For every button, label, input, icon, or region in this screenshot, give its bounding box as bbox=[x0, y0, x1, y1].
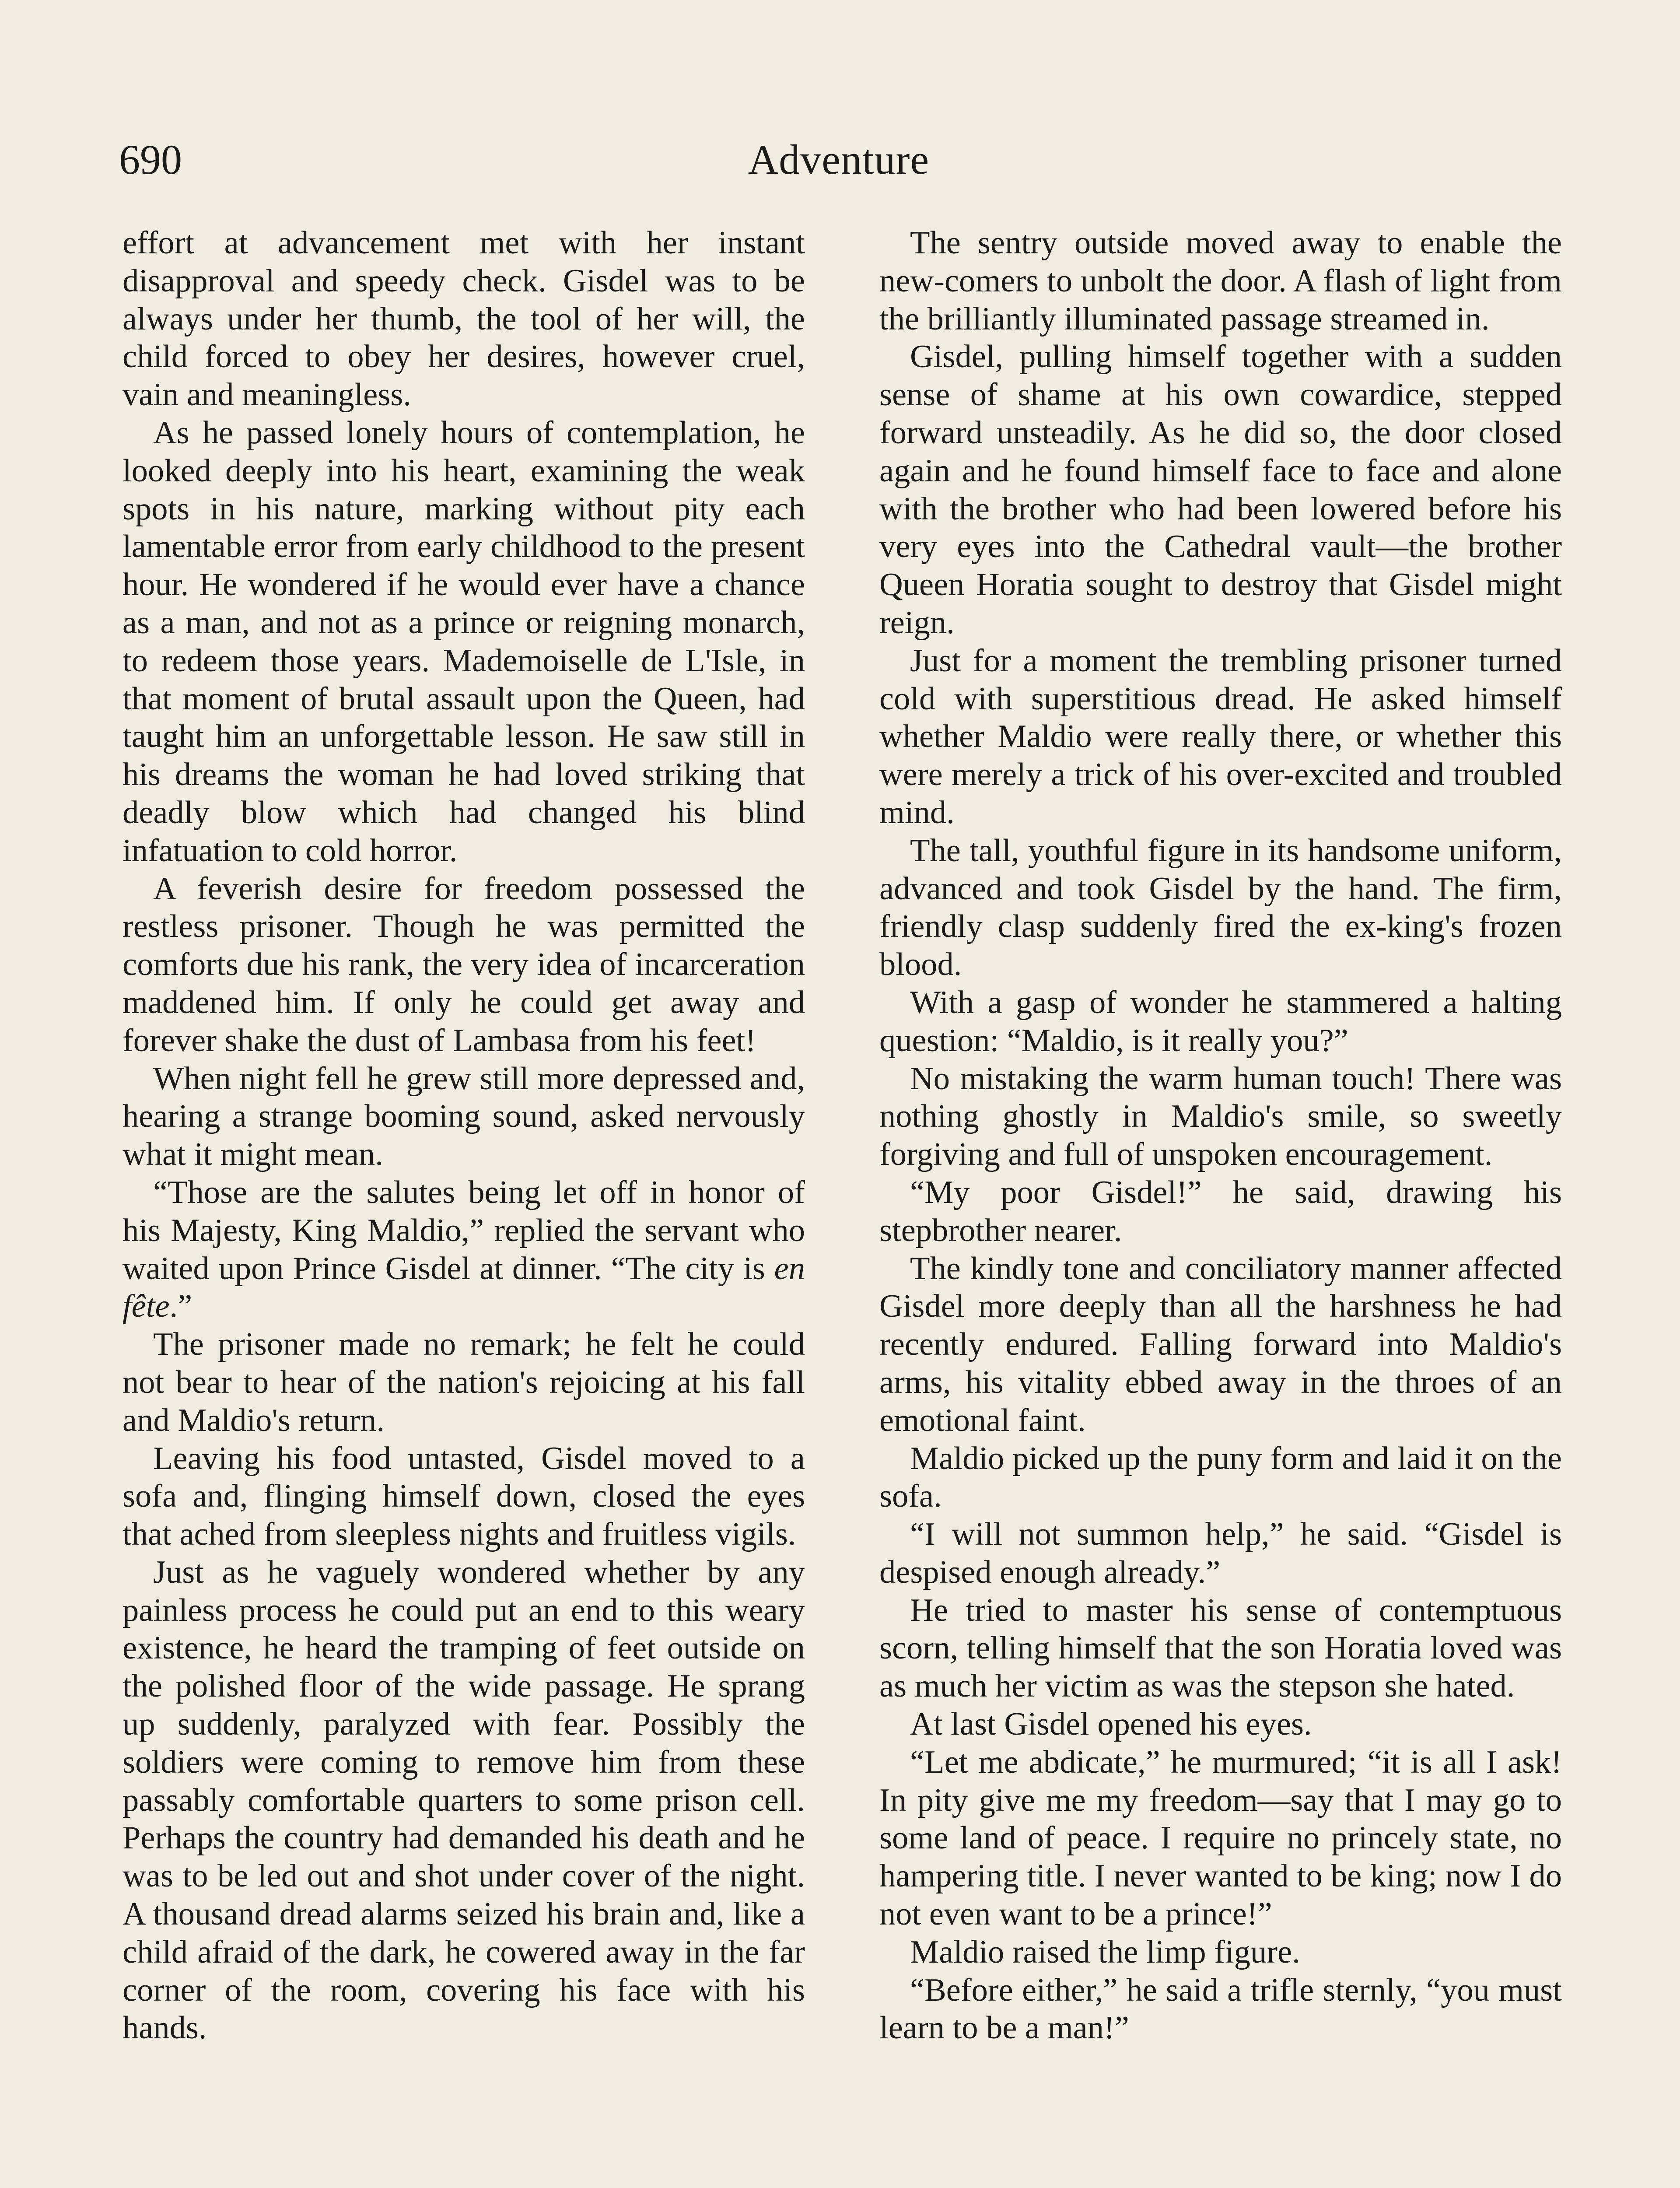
paragraph: He tried to master his sense of contemptuous scorn, telling himself that the son Horatia loved was as much her victim as was the stepson she hated. bbox=[879, 1592, 1562, 1704]
paragraph: The prisoner made no remark; he felt he could not bear to hear of the nation's rejoicing at his fall and Maldio's return. bbox=[122, 1326, 805, 1438]
left-column bbox=[122, 224, 805, 2047]
paragraph: The sentry outside moved away to enable the new-comers to unbolt the door. A flash of light from the brilliantly illuminated passage streamed in. bbox=[879, 225, 1562, 337]
right-column bbox=[879, 224, 1562, 2047]
paragraph: Maldio raised the limp figure. bbox=[910, 1934, 1300, 1970]
paragraph: Leaving his food untasted, Gisdel moved to a sofa and, flinging himself down, closed the eyes that ached from sleepless nights and fruitless vigils. bbox=[122, 1440, 805, 1553]
paragraph: “Before either,” he said a trifle sternly, “you must learn to be a man!” bbox=[879, 1972, 1562, 2046]
paragraph: effort at advancement met with her instant disapproval and speedy check. Gisdel was to be always under her thumb, the tool of her will, the child forced to obey her desires, however cruel, vain and meaningless. bbox=[122, 225, 805, 413]
paragraph: No mistaking the warm human touch! There was nothing ghostly in Maldio's smile, so sweetly forgiving and full of unspoken encouragement. bbox=[879, 1060, 1562, 1173]
italic-phrase: en fête bbox=[122, 1250, 805, 1325]
paragraph: “My poor Gisdel!” he said, drawing his stepbrother nearer. bbox=[879, 1174, 1562, 1248]
paragraph: When night fell he grew still more depressed and, hearing a strange booming sound, asked nervously what it might mean. bbox=[122, 1060, 805, 1173]
paragraph: The tall, youthful figure in its handsome uniform, advanced and took Gisdel by the hand. The firm, friendly clasp suddenly fired the ex-king's frozen blood. bbox=[879, 832, 1562, 983]
paragraph: Maldio picked up the puny form and laid it on the sofa. bbox=[879, 1440, 1562, 1515]
paragraph: The kindly tone and conciliatory manner affected Gisdel more deeply than all the harshness he had recently endured. Falling forward into Maldio's arms, his vitality ebbed away in the throes of an emotional faint. bbox=[879, 1250, 1562, 1438]
page-number: 690 bbox=[119, 136, 182, 183]
paragraph: With a gasp of wonder he stammered a halting question: “Maldio, is it really you?” bbox=[879, 984, 1562, 1059]
paragraph: “Let me abdicate,” he murmured; “it is all I ask! In pity give me my freedom—say that I may go to some land of peace. I require no princely state, no hampering title. I never wanted to be king; now I do not even want to be a prince!” bbox=[879, 1744, 1562, 1932]
paragraph: As he passed lonely hours of contemplation, he looked deeply into his heart, examining the weak spots in his nature, marking without pity each lamentable error from early childhood to the present hour. He wondered if he would ever have a chance as a man, and not as a prince or reigning monarch, to redeem those years. Mademoiselle de L'Isle, in that moment of brutal assault upon the Queen, had taught him an unforgettable lesson. He saw still in his dreams the woman he had loved striking that deadly blow which had changed his blind infatuation to cold horror. bbox=[122, 414, 805, 869]
paragraph: “Those are the salutes being let off in honor of his Majesty, King Maldio,” replied the servant who waited upon Prince Gisdel at dinner. “The city is en fête.” bbox=[122, 1174, 805, 1325]
paragraph: Gisdel, pulling himself together with a sudden sense of shame at his own cowardice, stepped forward unsteadily. As he did so, the door closed again and he found himself face to face and alone with the brother who had been lowered before his very eyes into the Cathedral vault—the brother Queen Horatia sought to destroy that Gisdel might reign. bbox=[879, 339, 1562, 641]
paragraph: “I will not summon help,” he said. “Gisdel is despised enough already.” bbox=[879, 1516, 1562, 1590]
paragraph: At last Gisdel opened his eyes. bbox=[910, 1706, 1312, 1743]
page-header bbox=[119, 127, 1558, 193]
running-head: Adventure bbox=[748, 136, 930, 183]
paragraph: A feverish desire for freedom possessed the restless prisoner. Though he was permitted the comforts due his rank, the very idea of incarceration maddened him. If only he could get away and forever shake the dust of Lambasa from his feet! bbox=[122, 870, 805, 1059]
paragraph: Just as he vaguely wondered whether by any painless process he could put an end to this weary existence, he heard the tramping of feet outside on the polished floor of the wide passage. He sprang up suddenly, paralyzed with fear. Possibly the soldiers were coming to remove him from these passably comfortable quarters to some prison cell. Perhaps the country had demanded his death and he was to be led out and shot under cover of the night. A thousand dread alarms seized his brain and, like a child afraid of the dark, he cowered away in the far corner of the room, covering his face with his hands. bbox=[122, 1554, 805, 2046]
paragraph: Just for a moment the trembling prisoner turned cold with superstitious dread. He asked himself whether Maldio were really there, or whether this were merely a trick of his over-excited and troubled mind. bbox=[879, 642, 1562, 831]
